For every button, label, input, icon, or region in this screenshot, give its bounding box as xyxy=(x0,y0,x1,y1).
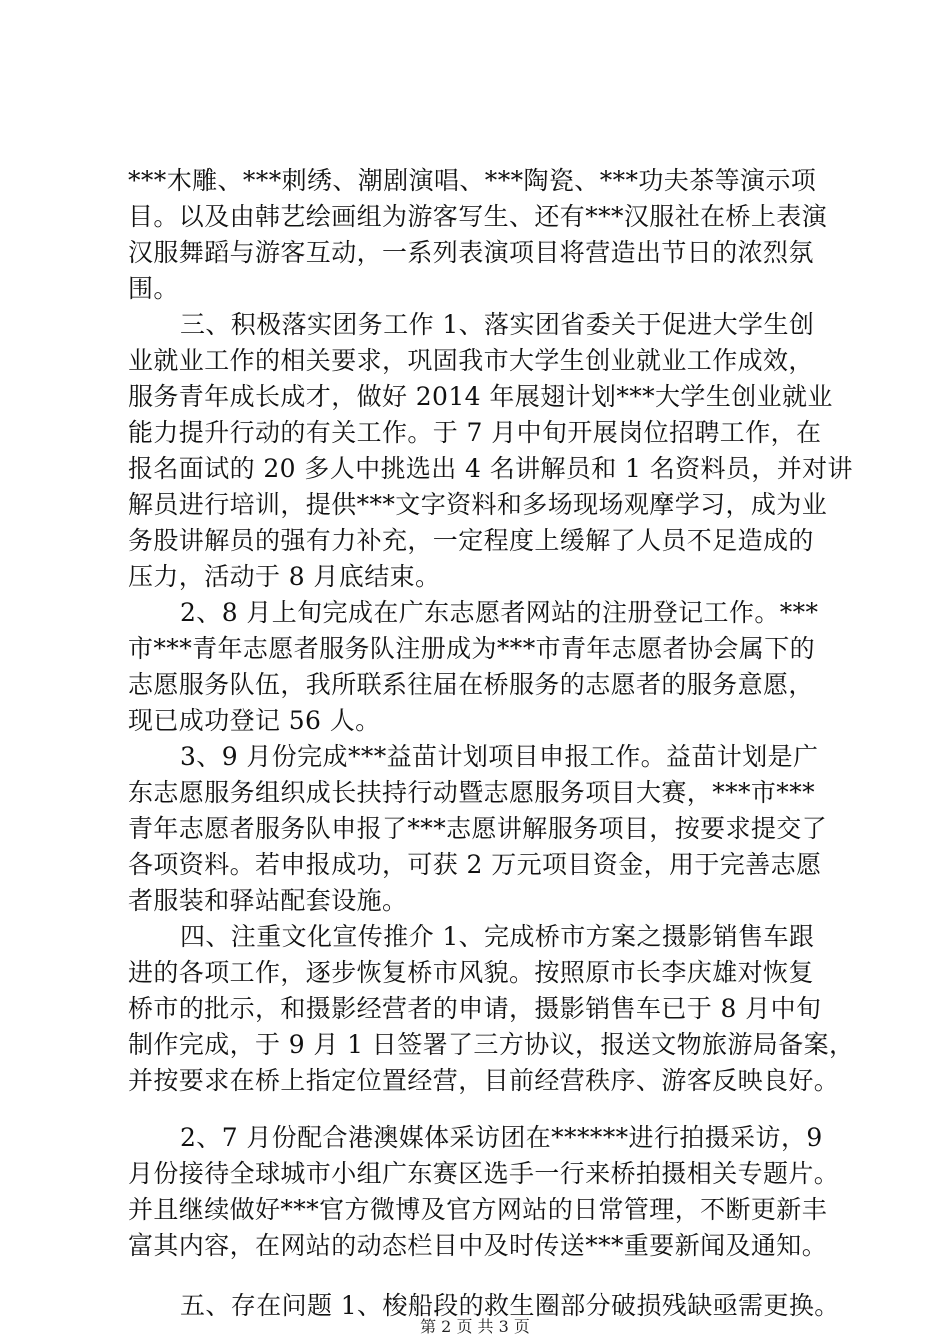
text-line: 东志愿服务组织成长扶持行动暨志愿服务项目大赛，***市*** xyxy=(128,778,816,807)
text-line: 三、积极落实团务工作 1、落实团省委关于促进大学生创 xyxy=(180,310,815,339)
text-line: 进的各项工作，逐步恢复桥市风貌。按照原市长李庆雄对恢复 xyxy=(128,958,814,987)
text-line: 现已成功登记 56 人。 xyxy=(128,706,381,735)
page-footer: 第 2 页 共 3 页 xyxy=(420,1317,530,1336)
text-line: 目。以及由韩艺绘画组为游客写生、还有***汉服社在桥上表演 xyxy=(128,202,828,231)
text-line: 压力，活动于 8 月底结束。 xyxy=(128,562,441,591)
text-line: 富其内容，在网站的动态栏目中及时传送***重要新闻及通知。 xyxy=(128,1231,828,1260)
text-line: 制作完成，于 9 月 1 日签署了三方协议，报送文物旅游局备案， xyxy=(128,1030,855,1059)
text-line: 四、注重文化宣传推介 1、完成桥市方案之摄影销售车跟 xyxy=(180,922,815,951)
text-line: 青年志愿者服务队申报了***志愿讲解服务项目，按要求提交了 xyxy=(128,814,828,843)
text-line: 服务青年成长成才，做好 2014 年展翅计划***大学生创业就业 xyxy=(128,382,833,411)
text-line: 2、8 月上旬完成在广东志愿者网站的注册登记工作。*** xyxy=(180,598,819,627)
text-line: 汉服舞蹈与游客互动，一系列表演项目将营造出节日的浓烈氛 xyxy=(128,238,814,267)
text-line: 2、7 月份配合港澳媒体采访团在******进行拍摄采访，9 xyxy=(180,1123,823,1152)
text-line: 围。 xyxy=(128,274,179,303)
text-line: 者服装和驿站配套设施。 xyxy=(128,886,408,915)
text-line: 能力提升行动的有关工作。于 7 月中旬开展岗位招聘工作，在 xyxy=(128,418,822,447)
text-line: 3、9 月份完成***益苗计划项目申报工作。益苗计划是广 xyxy=(180,742,819,771)
text-line: 市***青年志愿者服务队注册成为***市青年志愿者协会属下的 xyxy=(128,634,816,663)
text-line: 五、存在问题 1、梭船段的救生圈部分破损残缺亟需更换。 xyxy=(180,1291,840,1320)
text-line: 并按要求在桥上指定位置经营，目前经营秩序、游客反映良好。 xyxy=(128,1066,840,1095)
text-line: 桥市的批示，和摄影经营者的申请，摄影销售车已于 8 月中旬 xyxy=(128,994,822,1023)
text-line: 业就业工作的相关要求，巩固我市大学生创业就业工作成效， xyxy=(128,346,814,375)
text-line: 志愿服务队伍，我所联系往届在桥服务的志愿者的服务意愿， xyxy=(128,670,814,699)
text-line: 报名面试的 20 多人中挑选出 4 名讲解员和 1 名资料员，并对讲 xyxy=(128,454,853,483)
text-line: 解员进行培训，提供***文字资料和多场现场观摩学习，成为业 xyxy=(128,490,828,519)
text-line: 月份接待全球城市小组广东赛区选手一行来桥拍摄相关专题片。 xyxy=(128,1159,840,1188)
text-line: 并且继续做好***官方微博及官方网站的日常管理，不断更新丰 xyxy=(128,1195,828,1224)
text-line: 各项资料。若申报成功，可获 2 万元项目资金，用于完善志愿 xyxy=(128,850,822,879)
text-line: 务股讲解员的强有力补充，一定程度上缓解了人员不足造成的 xyxy=(128,526,814,555)
text-line: ***木雕、***刺绣、潮剧演唱、***陶瓷、***功夫茶等演示项 xyxy=(128,166,817,195)
